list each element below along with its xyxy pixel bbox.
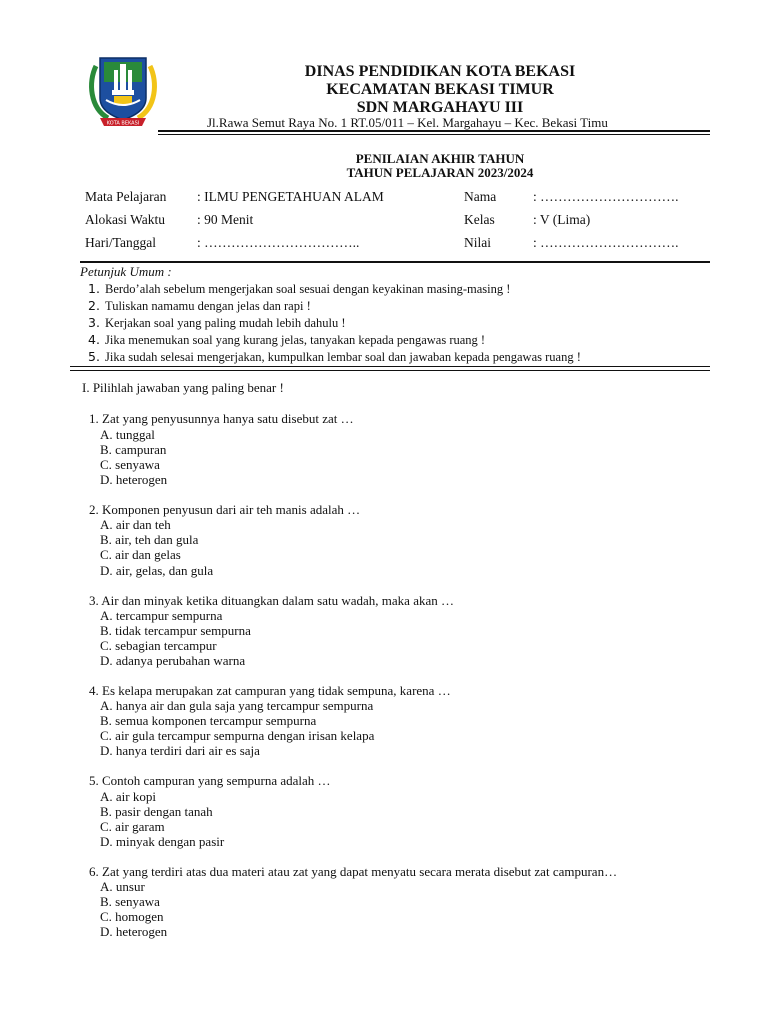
answer-option[interactable]: B. senyawa [100, 894, 160, 909]
question-text: 1. Zat yang penyusunnya hanya satu disebut zat … [89, 411, 354, 426]
score-label: Nilai [464, 235, 491, 250]
score-field[interactable]: : …………………………. [533, 235, 679, 250]
class-label: Kelas [464, 212, 495, 227]
date-label: Hari/Tanggal [85, 235, 157, 250]
exam-title: PENILAIAN AKHIR TAHUN [355, 151, 525, 166]
answer-option[interactable]: B. pasir dengan tanah [100, 804, 213, 819]
instruction-number: 1. [88, 281, 100, 296]
answer-option[interactable]: A. tunggal [100, 427, 155, 442]
instruction-text: Kerjakan soal yang paling mudah lebih dahulu ! [105, 316, 346, 330]
school-address: Jl.Rawa Semut Raya No. 1 RT.05/011 – Kel. Margahayu – Kec. Bekasi Timu [207, 115, 608, 130]
question-text: 4. Es kelapa merupakan zat campuran yang tidak sempuna, karena … [89, 683, 451, 698]
time-value: : 90 Menit [197, 212, 254, 227]
subject-value: : ILMU PENGETAHUAN ALAM [197, 189, 384, 204]
answer-option[interactable]: D. heterogen [100, 472, 168, 487]
time-label: Alokasi Waktu [85, 212, 166, 227]
agency-name: DINAS PENDIDIKAN KOTA BEKASI [304, 63, 576, 80]
answer-option[interactable]: A. hanya air dan gula saja yang tercampur sempurna [100, 698, 374, 713]
answer-option[interactable]: C. sebagian tercampur [100, 638, 217, 653]
name-field[interactable]: : …………………………. [533, 189, 679, 204]
instruction-text: Jika menemukan soal yang kurang jelas, tanyakan kepada pengawas ruang ! [105, 333, 486, 347]
answer-option[interactable]: A. tercampur sempurna [100, 608, 223, 623]
subject-label: Mata Pelajaran [85, 189, 167, 204]
info-rule [80, 261, 710, 263]
instructions-heading: Petunjuk Umum : [80, 264, 172, 279]
answer-option[interactable]: B. air, teh dan gula [100, 532, 199, 547]
city-emblem-icon [86, 52, 160, 130]
instruction-text: Berdo’alah sebelum mengerjakan soal sesuai dengan keyakinan masing-masing ! [105, 282, 511, 296]
class-value: : V (Lima) [533, 212, 591, 227]
question-text: 2. Komponen penyusun dari air teh manis adalah … [89, 502, 361, 517]
district-name: KECAMATAN BEKASI TIMUR [326, 81, 554, 98]
instruction-item [88, 281, 510, 297]
answer-option[interactable]: D. adanya perubahan warna [100, 653, 246, 668]
question-text: 5. Contoh campuran yang sempurna adalah … [89, 773, 331, 788]
name-label: Nama [464, 189, 497, 204]
instruction-number: 3. [88, 315, 100, 330]
instruction-item [88, 315, 346, 331]
instruction-number: 2. [88, 298, 100, 313]
answer-option[interactable]: B. tidak tercampur sempurna [100, 623, 251, 638]
answer-option[interactable]: D. minyak dengan pasir [100, 834, 225, 849]
answer-option[interactable]: D. air, gelas, dan gula [100, 563, 214, 578]
instruction-number: 5. [88, 349, 100, 364]
instruction-item [88, 298, 311, 314]
instruction-text: Tuliskan namamu dengan jelas dan rapi ! [105, 299, 311, 313]
answer-option[interactable]: C. homogen [100, 909, 164, 924]
logo-text: KOTA BEKASI [106, 120, 140, 127]
section-rule-1 [70, 366, 710, 367]
instruction-item [88, 332, 485, 348]
instruction-number: 4. [88, 332, 100, 347]
question-text: 3. Air dan minyak ketika dituangkan dalam satu wadah, maka akan … [89, 593, 454, 608]
answer-option[interactable]: A. unsur [100, 879, 145, 894]
answer-option[interactable]: D. hanya terdiri dari air es saja [100, 743, 260, 758]
answer-option[interactable]: C. air garam [100, 819, 165, 834]
date-field[interactable]: : …………………………….. [197, 235, 360, 250]
answer-option[interactable]: C. senyawa [100, 457, 160, 472]
header-rule-thick [158, 130, 710, 132]
instruction-item [88, 349, 581, 365]
school-year: TAHUN PELAJARAN 2023/2024 [346, 165, 534, 180]
section-heading: I. Pilihlah jawaban yang paling benar ! [82, 380, 284, 395]
instruction-text: Jika sudah selesai mengerjakan, kumpulkan lembar soal dan jawaban kepada pengawas ruang ! [105, 350, 581, 364]
answer-option[interactable]: D. heterogen [100, 924, 168, 939]
answer-option[interactable]: B. semua komponen tercampur sempurna [100, 713, 317, 728]
school-name: SDN MARGAHAYU III [356, 99, 524, 116]
question-text: 6. Zat yang terdiri atas dua materi atau zat yang dapat menyatu secara merata disebut zat campuran… [89, 864, 618, 879]
answer-option[interactable]: A. air dan teh [100, 517, 171, 532]
answer-option[interactable]: C. air dan gelas [100, 547, 181, 562]
answer-option[interactable]: C. air gula tercampur sempurna dengan irisan kelapa [100, 728, 375, 743]
answer-option[interactable]: A. air kopi [100, 789, 156, 804]
answer-option[interactable]: B. campuran [100, 442, 167, 457]
section-rule-2 [70, 370, 710, 371]
header-rule-thin [158, 134, 710, 135]
